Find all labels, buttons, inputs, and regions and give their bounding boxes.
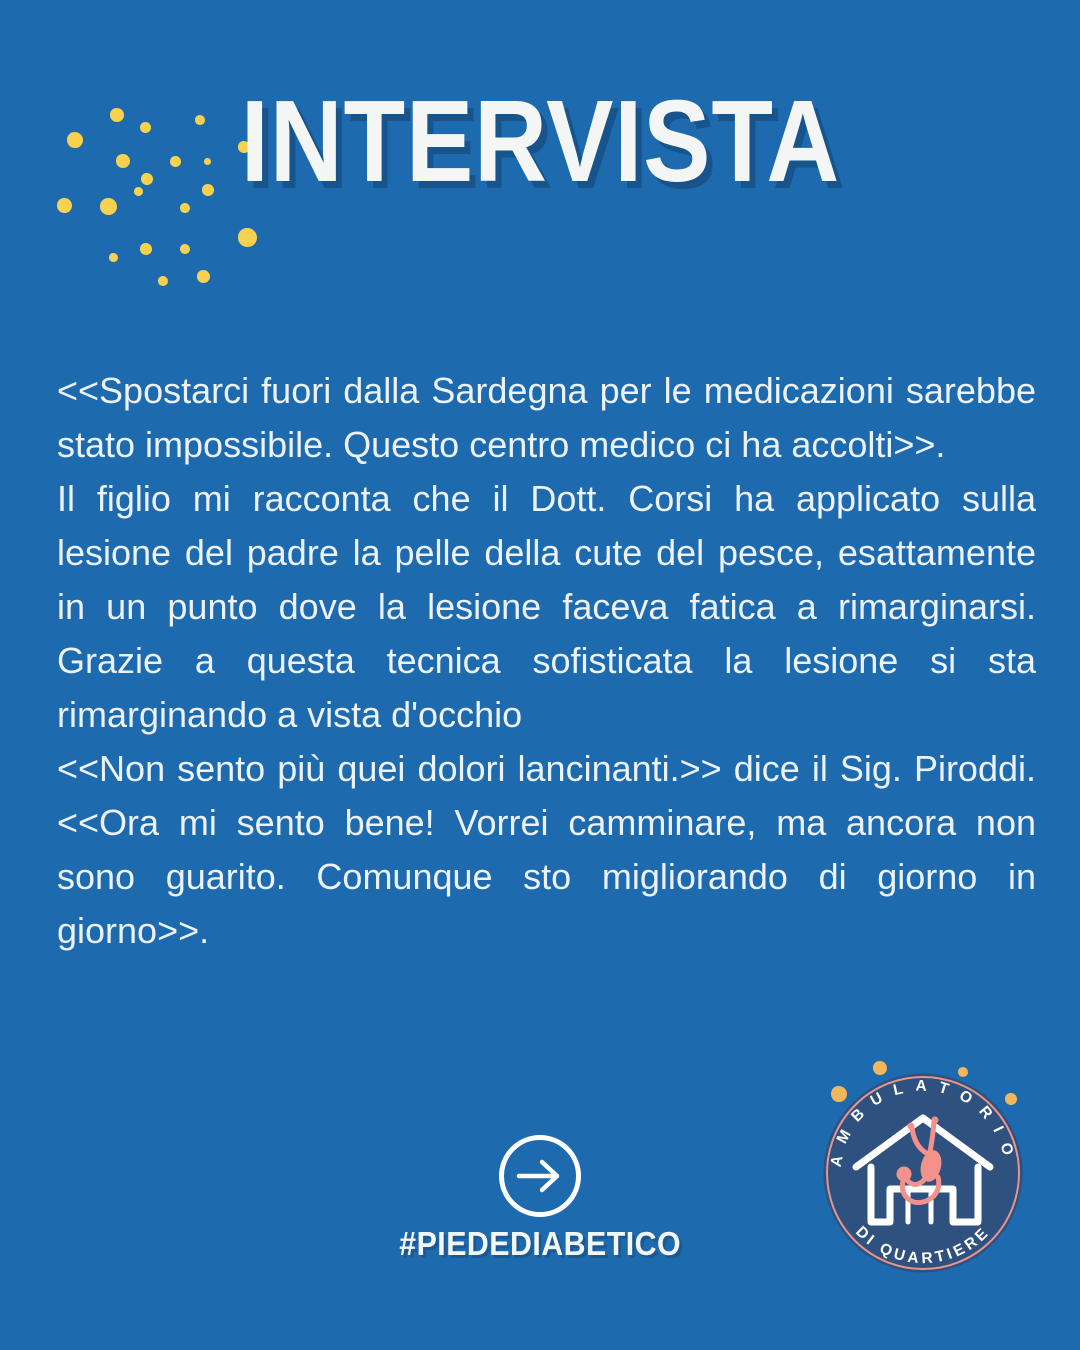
interview-text	[57, 364, 1036, 958]
hashtag-label: #PIEDEDIABETICO	[399, 1225, 681, 1262]
confetti-dot	[180, 244, 190, 254]
page-title: INTERVISTA	[240, 76, 840, 206]
paragraph-quote-1: <<Spostarci fuori dalla Sardegna per le medicazioni sarebbe stato impossibile. Questo centro medico ci ha accolti>>.	[57, 370, 1036, 465]
confetti-dot	[197, 270, 210, 283]
confetti-dot	[109, 253, 118, 262]
logo-arc-bottom-text: DI QUARTIERE	[852, 1223, 994, 1268]
confetti-dot	[158, 276, 168, 286]
confetti-dot	[140, 243, 152, 255]
paragraph-quote-2: <<Non sento più quei dolori lancinanti.>> dice il Sig. Piroddi. <<Ora mi sento bene! Vorrei camminare, ma ancora non sono guarito. Comunque sto migliorando di giorno in giorno>>.	[57, 748, 1036, 951]
confetti-dot	[238, 228, 257, 247]
confetti-dot	[100, 198, 117, 215]
paragraph-narration: Il figlio mi racconta che il Dott. Corsi ha applicato sulla lesione del padre la pelle della cute del pesce, esattamente in un punto dove la lesione faceva fatica a rimarginarsi. Grazie a questa tecnica sofisticata la lesione si sta rimarginando a vista d'occhio	[57, 478, 1036, 735]
ambulatorio-di-quartiere-logo	[818, 1068, 1028, 1278]
confetti-dot	[57, 198, 72, 213]
logo-arc-top-text: AMBULATORIO	[827, 1077, 1019, 1169]
confetti-dot	[180, 203, 190, 213]
arrow-right-circle-icon[interactable]	[497, 1133, 583, 1219]
